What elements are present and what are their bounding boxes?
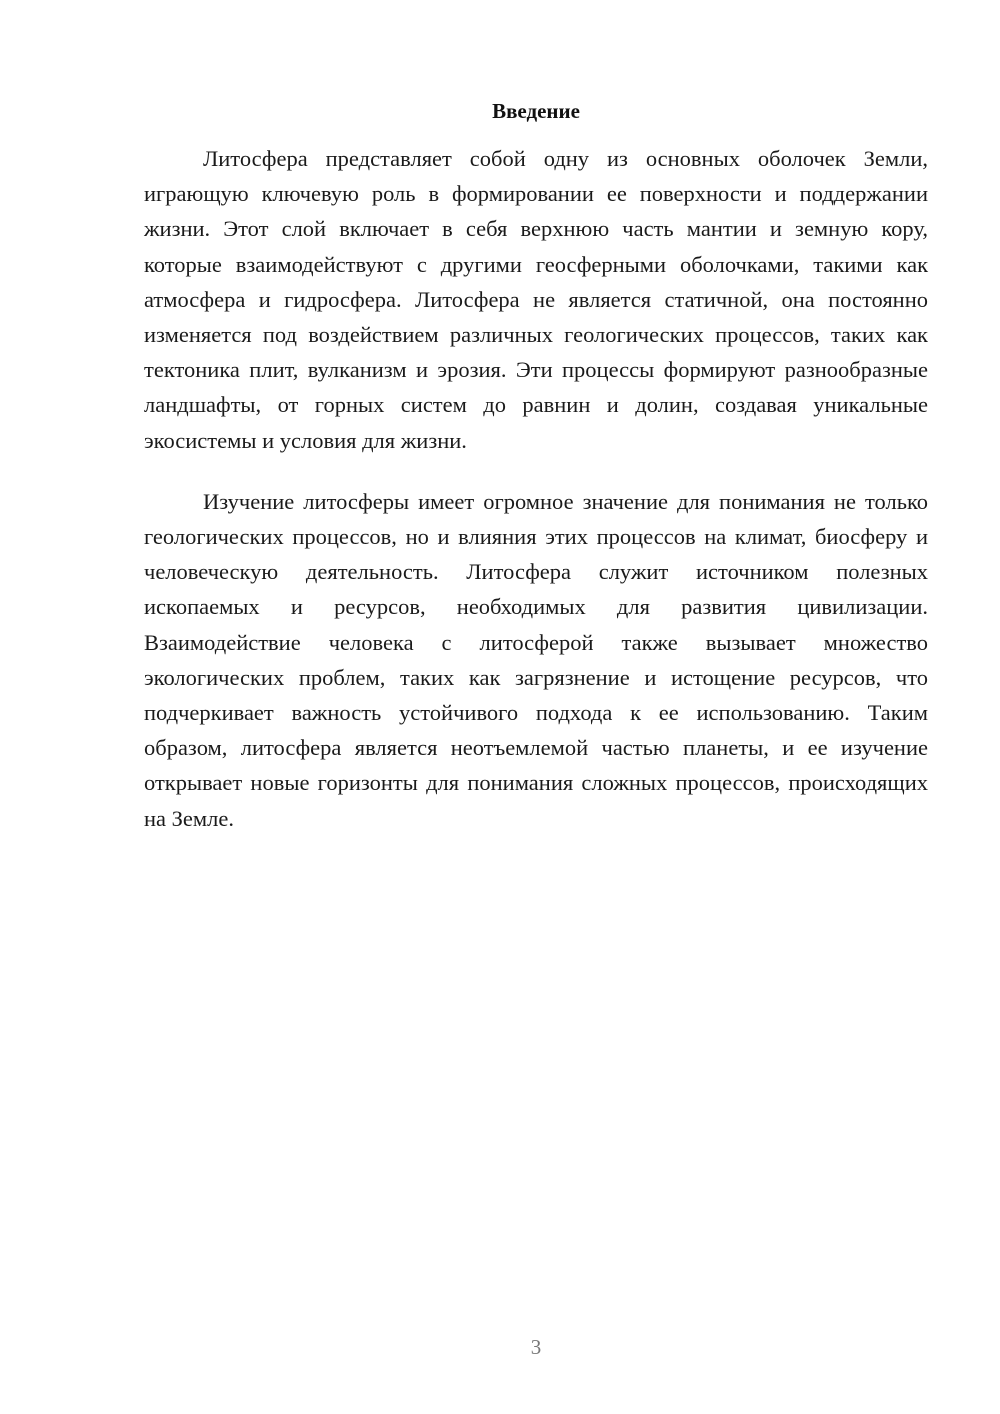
paragraph-1: Литосфера представляет собой одну из основных оболочек Земли, играющую ключевую роль в формировании ее поверхности и поддержании жизни. Этот слой включает в себя верхнюю часть мантии и земную кору, которые взаимодействуют с другими геосферными оболочками, такими как атмосфера и гидросфера. Литосфера не является статичной, она постоянно изменяется под воздействием различных геологических процессов, таких как тектоника плит, вулканизм и эрозия. Эти процессы формируют разнообразные ландшафты, от горных систем до равнин и долин, создавая уникальные экосистемы и условия для жизни. bbox=[144, 146, 928, 453]
paragraph-2: Изучение литосферы имеет огромное значение для понимания не только геологических процессов, но и влияния этих процессов на климат, биосферу и человеческую деятельность. Литосфера служит источником полезных ископаемых и ресурсов, необходимых для развития цивилизации. Взаимодействие человека с литосферой также вызывает множество экологических проблем, таких как загрязнение и истощение ресурсов, что подчеркивает важность устойчивого подхода к ее использованию. Таким образом, литосфера является неотъемлемой частью планеты, и ее изучение открывает новые горизонты для понимания сложных процессов, происходящих на Земле. bbox=[144, 488, 928, 831]
page-number: 3 bbox=[530, 1335, 542, 1359]
page-content bbox=[144, 97, 928, 836]
section-heading: Введение bbox=[492, 99, 580, 123]
